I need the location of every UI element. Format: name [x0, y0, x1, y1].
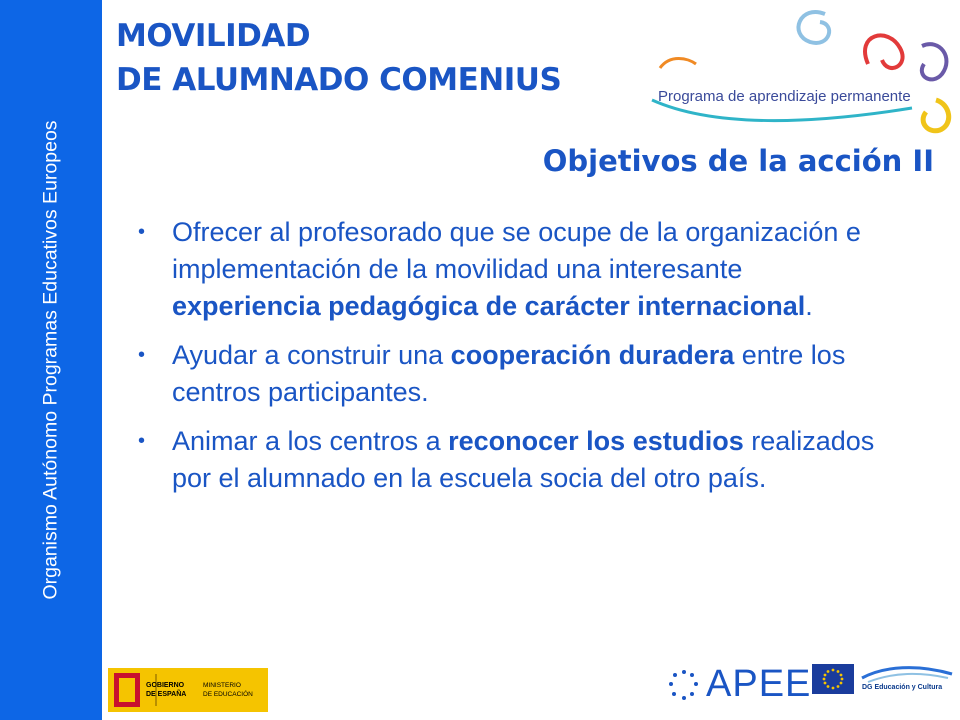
list-item — [138, 423, 898, 497]
lifelong-learning-logo — [650, 4, 956, 136]
item-text: Ayudar a construir una — [172, 340, 451, 370]
item-text-end: entre los centros participantes. — [172, 340, 846, 407]
logo-text: Programa de aprendizaje permanente — [658, 88, 911, 105]
sidebar — [0, 0, 102, 720]
item-text-end: . — [805, 291, 813, 321]
gov-text-2: DE ESPAÑA — [146, 691, 187, 698]
government-of-spain-logo — [108, 668, 268, 712]
list-item — [138, 337, 898, 411]
bullet-icon: • — [138, 221, 146, 243]
item-emphasis: cooperación duradera — [450, 340, 735, 370]
eu-flag-icon — [812, 664, 854, 694]
item-text: Animar a los centros a — [172, 426, 449, 456]
item-emphasis: experiencia pedagógica de carácter internacional — [172, 291, 806, 321]
page-title — [116, 14, 561, 102]
list-item — [138, 214, 898, 325]
item-text: Ofrecer al profesorado que se ocupe de la organización e implementación de la movilidad una interesante — [172, 217, 861, 284]
objectives-list — [138, 214, 898, 509]
bullet-icon: • — [138, 430, 146, 452]
gov-text-1: GOBIERNO — [146, 682, 185, 689]
apee-logo-text: APEE — [706, 663, 812, 705]
title-line-2: DE ALUMNADO COMENIUS — [116, 62, 562, 98]
dg-education-label: DG Educación y Cultura — [862, 684, 943, 691]
title-line-1: MOVILIDAD — [116, 18, 311, 54]
item-text-end: realizados por el alumnado en la escuela socia del otro país. — [172, 426, 875, 493]
ministry-text-1: MINISTERIO — [203, 682, 241, 689]
dg-education-swoosh-icon — [858, 664, 956, 696]
section-subtitle: Objetivos de la acción II — [542, 144, 934, 178]
sidebar-organization-label: Organismo Autónomo Programas Educativos Europeos — [39, 120, 62, 600]
ministry-text-2: DE EDUCACIÓN — [203, 691, 253, 698]
bullet-icon: • — [138, 344, 146, 366]
item-emphasis: reconocer los estudios — [448, 426, 744, 456]
